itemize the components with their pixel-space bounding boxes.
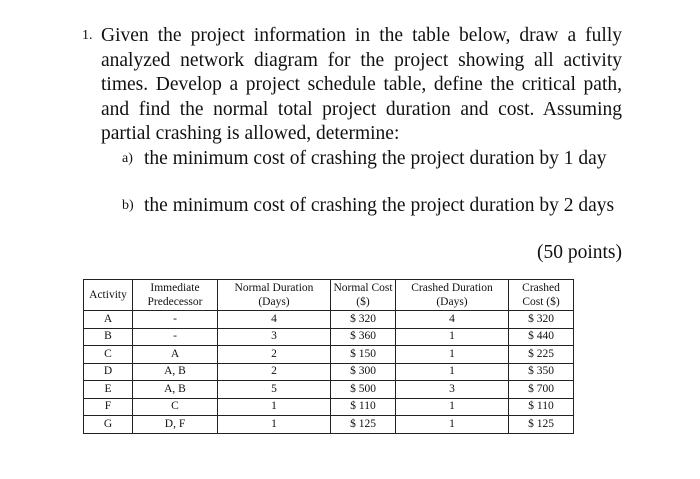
cell: $ 125 — [509, 416, 574, 434]
sub-question-a-letter: a) — [122, 151, 133, 166]
cell: $ 110 — [509, 398, 574, 416]
cell: 4 — [396, 311, 509, 329]
cell: A — [133, 346, 218, 364]
cell: A — [84, 311, 133, 329]
cell: E — [84, 381, 133, 399]
table-row — [84, 416, 574, 434]
cell: D — [84, 363, 133, 381]
cell: $ 150 — [331, 346, 396, 364]
cell: 1 — [396, 416, 509, 434]
cell: $ 110 — [331, 398, 396, 416]
cell: $ 360 — [331, 328, 396, 346]
cell: $ 320 — [509, 311, 574, 329]
cell: $ 500 — [331, 381, 396, 399]
cell: 5 — [218, 381, 331, 399]
cell: $ 320 — [331, 311, 396, 329]
cell: A, B — [133, 363, 218, 381]
sub-question-a — [122, 147, 622, 172]
cell: $ 125 — [331, 416, 396, 434]
cell: 1 — [396, 363, 509, 381]
cell: - — [133, 311, 218, 329]
cell: $ 225 — [509, 346, 574, 364]
sub-question-a-text: the minimum cost of crashing the project duration by 1 day — [144, 148, 607, 169]
cell: - — [133, 328, 218, 346]
question-text: Given the project information in the table below, draw a fully analyzed network diagram for the project showing all activity times. Develop a project schedule table, define the critical path, and find the normal total project duration and cost. Assuming partial crashing is allowed, determine: — [101, 25, 622, 144]
project-table — [83, 279, 574, 434]
table-header-row — [84, 280, 574, 311]
cell: C — [133, 398, 218, 416]
cell: F — [84, 398, 133, 416]
cell: G — [84, 416, 133, 434]
cell: C — [84, 346, 133, 364]
header-predecessor: Immediate Predecessor — [133, 280, 218, 311]
sub-question-b — [122, 194, 622, 219]
header-crashed-duration: Crashed Duration (Days) — [396, 280, 509, 311]
cell: $ 440 — [509, 328, 574, 346]
cell: $ 700 — [509, 381, 574, 399]
table-row — [84, 311, 574, 329]
cell: 1 — [218, 398, 331, 416]
cell: 3 — [218, 328, 331, 346]
table-row — [84, 398, 574, 416]
cell: 1 — [218, 416, 331, 434]
question-number: 1. — [82, 28, 93, 43]
table-row — [84, 328, 574, 346]
cell: 2 — [218, 346, 331, 364]
cell: B — [84, 328, 133, 346]
points-label: (50 points) — [536, 242, 622, 263]
cell: 4 — [218, 311, 331, 329]
table-row — [84, 381, 574, 399]
question-block — [82, 24, 622, 147]
cell: 1 — [396, 398, 509, 416]
cell: 3 — [396, 381, 509, 399]
header-normal-duration: Normal Duration (Days) — [218, 280, 331, 311]
header-crashed-cost: Crashed Cost ($) — [509, 280, 574, 311]
cell: 1 — [396, 328, 509, 346]
cell: 1 — [396, 346, 509, 364]
cell: $ 350 — [509, 363, 574, 381]
table-row — [84, 363, 574, 381]
table-row — [84, 346, 574, 364]
cell: D, F — [133, 416, 218, 434]
cell: A, B — [133, 381, 218, 399]
header-normal-cost: Normal Cost ($) — [331, 280, 396, 311]
cell: $ 300 — [331, 363, 396, 381]
cell: 2 — [218, 363, 331, 381]
sub-question-b-letter: b) — [122, 198, 134, 213]
header-activity: Activity — [84, 280, 133, 311]
sub-question-b-text: the minimum cost of crashing the project duration by 2 days — [144, 195, 615, 216]
